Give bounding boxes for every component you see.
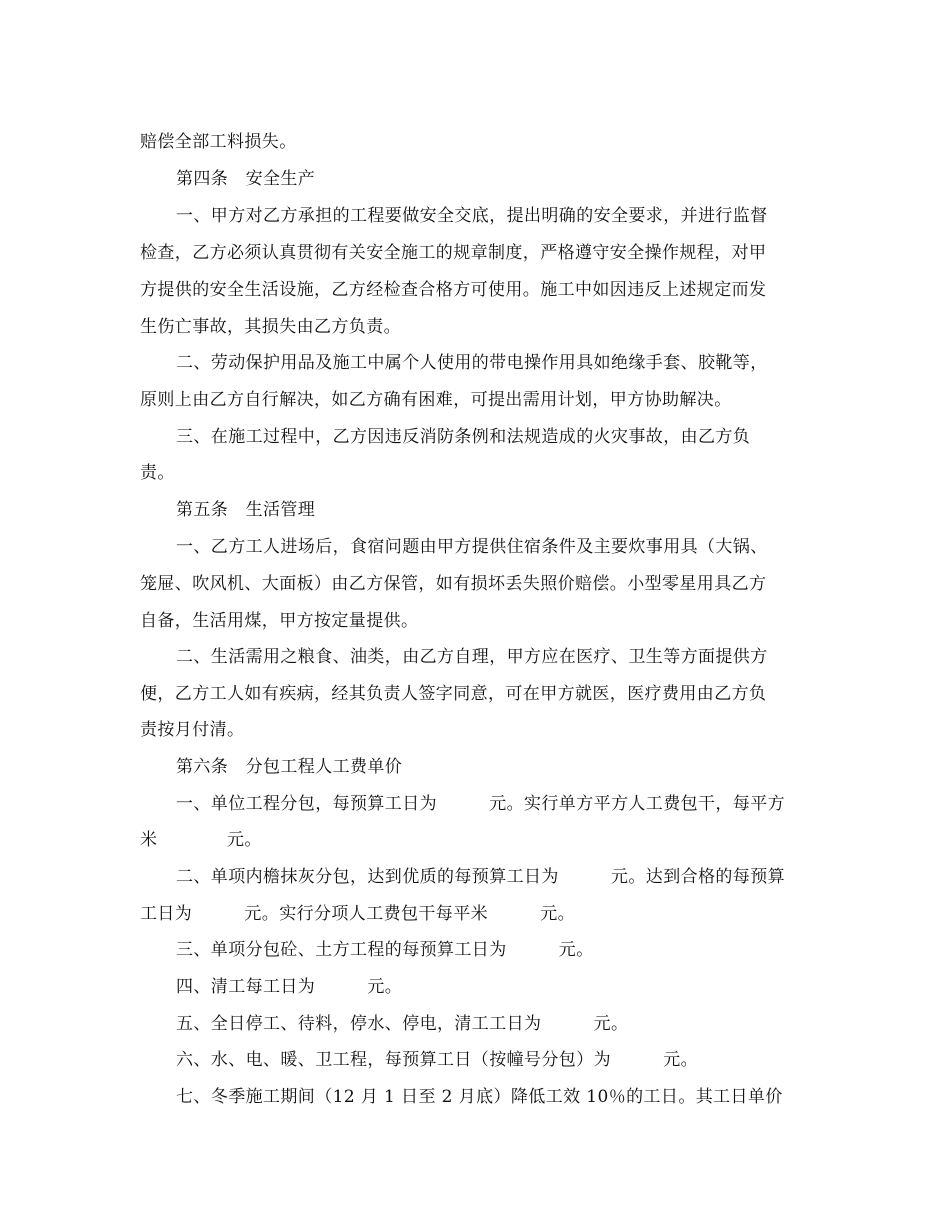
text-line: 六、水、电、暖、卫工程，每预算工日（按幢号分包）为 元。 bbox=[176, 1050, 698, 1070]
text-line: 一、单位工程分包，每预算工日为 元。实行单方平方人工费包干，每平方 bbox=[176, 794, 785, 814]
text-line: 二、生活需用之粮食、油类，由乙方自理，甲方应在医疗、卫生等方面提供方 bbox=[176, 647, 768, 667]
text-line: 五、全日停工、待料，停水、停电，清工工日为 元。 bbox=[176, 1014, 629, 1034]
text-line: 原则上由乙方自行解决，如乙方确有困难，可提出需用计划，甲方协助解决。 bbox=[140, 390, 732, 410]
text-line: 三、单项分包砼、土方工程的每预算工日为 元。 bbox=[176, 940, 594, 960]
text-line: 检查，乙方必须认真贯彻有关安全施工的规章制度，严格遵守安全操作规程，对甲 bbox=[140, 243, 767, 263]
text-line: 便，乙方工人如有疾病，经其负责人签字同意，可在甲方就医，医疗费用由乙方负 bbox=[140, 684, 767, 704]
section-heading-5: 第五条 生活管理 bbox=[176, 500, 316, 520]
text-line: 生伤亡事故，其损失由乙方负责。 bbox=[140, 317, 401, 337]
text-line: 二、劳动保护用品及施工中属个人使用的带电操作用具如绝缘手套、胶靴等， bbox=[176, 353, 768, 373]
text-line: 四、清工每工日为 元。 bbox=[176, 977, 403, 997]
text-line: 责。 bbox=[140, 463, 175, 483]
text-line: 自备，生活用煤，甲方按定量提供。 bbox=[140, 611, 419, 631]
text-line: 二、单项内檐抹灰分包，达到优质的每预算工日为 元。达到合格的每预算 bbox=[176, 867, 785, 887]
text-line: 一、乙方工人进场后，食宿问题由甲方提供住宿条件及主要炊事用具（大锅、 bbox=[176, 537, 768, 557]
section-heading-4: 第四条 安全生产 bbox=[176, 169, 316, 189]
text-line: 七、冬季施工期间（12 月 1 日至 2 月底）降低工效 10％的工日。其工日单价 bbox=[176, 1087, 783, 1107]
text-line: 工日为 元。实行分项人工费包干每平米 元。 bbox=[140, 904, 575, 924]
text-line: 责按月付清。 bbox=[140, 720, 245, 740]
text-line: 赔偿全部工料损失。 bbox=[140, 132, 297, 152]
text-line: 米 元。 bbox=[140, 830, 262, 850]
text-line: 方提供的安全生活设施，乙方经检查合格方可使用。施工中如因违反上述规定而发 bbox=[140, 280, 767, 300]
section-heading-6: 第六条 分包工程人工费单价 bbox=[176, 757, 403, 777]
text-line: 一、甲方对乙方承担的工程要做安全交底，提出明确的安全要求，并进行监督 bbox=[176, 206, 768, 226]
text-line: 三、在施工过程中，乙方因违反消防条例和法规造成的火灾事故，由乙方负 bbox=[176, 427, 751, 447]
text-line: 笼屉、吹风机、大面板）由乙方保管，如有损坏丢失照价赔偿。小型零星用具乙方 bbox=[140, 574, 767, 594]
